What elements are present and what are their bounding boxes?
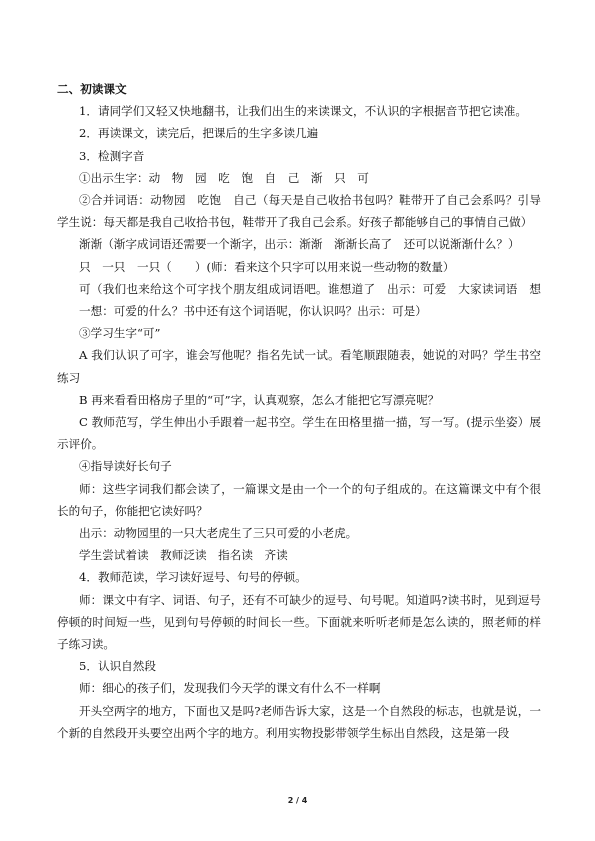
paragraph: 师：课文中有字、词语、句子，还有不可缺少的逗号、句号呢。知道吗?读书时，见到逗号停顿的时间短一些，见到句号停顿的时间长一些。下面就来听听老师是怎么读的，照老师的样子练习读。: [57, 592, 541, 652]
page-number: 2 / 4: [287, 796, 308, 805]
paragraph: 1．请同学们又轻又快地翻书，让我们出生的来读课文，不认识的字根据音节把它读准。: [79, 104, 527, 119]
section-heading: 二、初读课文: [57, 82, 127, 96]
paragraph: ②合并词语：动物园 吃饱 自己（每天是自己收拾书包吗？鞋带开了自己会系吗？引导学生说：每天都是我自己收拾书包，鞋带开了我自己会系。好孩子都能够自己的事情自己做）: [57, 193, 541, 230]
paragraph: 开头空两字的地方，下面也又是吗?老师告诉大家，这是一个自然段的标志，也就是说，一个新的自然段开头要空出两个字的地方。利用实物投影带领学生标出自然段，这是第一段: [57, 703, 542, 740]
paragraph: 学生尝试着读 教师泛读 指名读 齐读: [79, 548, 288, 563]
paragraph: ④指导读好长句子: [79, 459, 172, 474]
paragraph: ③学习生字“可”: [79, 326, 161, 341]
paragraph: 渐渐（渐字成词语还需要一个渐字，出示：渐渐 渐渐长高了 还可以说渐渐什么？）: [79, 237, 520, 252]
paragraph: C 教师范写，学生伸出小手跟着一起书空。学生在田格里描一描，写一写。(提示坐姿）展示评价。: [57, 415, 541, 452]
document-body: [57, 78, 541, 744]
paragraph: 师：这些字词我们都会读了，一篇课文是由一个一个的句子组成的。在这篇课文中有个很长的句子，你能把它读好吗？: [57, 481, 541, 518]
paragraph: 只 一只 一只（ ）(师：看来这个只字可以用来说一些动物的数量）: [79, 259, 455, 274]
paragraph: A 我们认识了可字，谁会写他呢？指名先试一试。看笔顺跟随表，她说的对吗？学生书空练习: [57, 348, 541, 385]
paragraph: ①出示生字：动 物 园 吃 饱 自 己 渐 只 可: [79, 170, 369, 185]
paragraph: 5．认识自然段: [79, 659, 156, 674]
paragraph: 师：细心的孩子们，发现我们今天学的课文有什么不一样啊: [79, 681, 381, 696]
paragraph: 2．再读课文，读完后，把课后的生字多读几遍: [79, 126, 319, 141]
paragraph: B 再来看看田格房子里的“可”字，认真观察，怎么才能把它写漂亮呢？: [79, 392, 440, 407]
paragraph: 4．教师范读，学习读好逗号、句号的停顿。: [79, 570, 307, 585]
paragraph: 可（我们也来给这个可字找个朋友组成词语吧。谁想道了 出示：可爱 大家读词语 想一想：可爱的什么？书中还有这个词语呢，你认识吗？出示：可是）: [79, 281, 541, 319]
paragraph: 3．检测字音: [79, 148, 145, 163]
paragraph: 出示：动物园里的一只大老虎生了三只可爱的小老虎。: [79, 526, 358, 541]
